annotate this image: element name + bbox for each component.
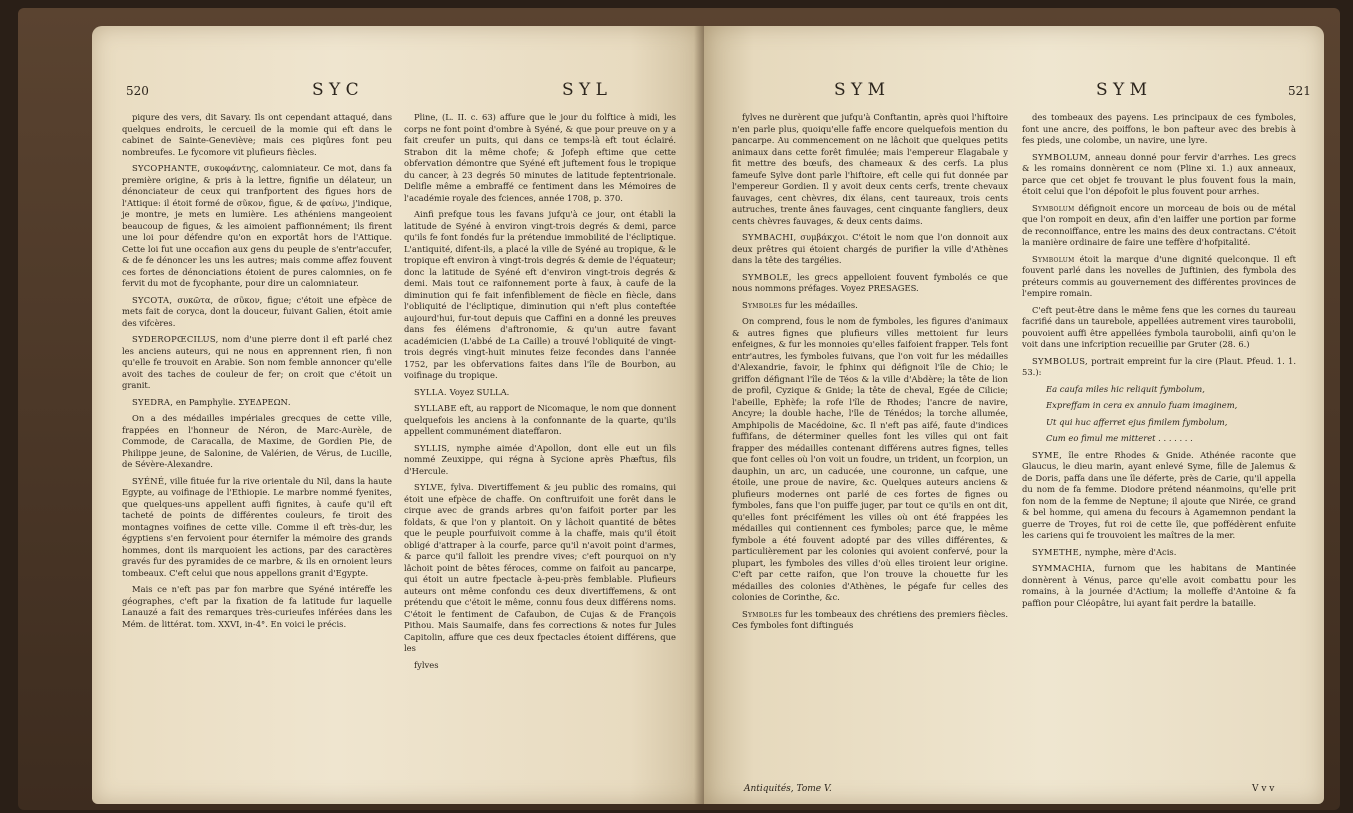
entry-text: fur les tombeaux des chrétiens des premiers fiècles. Ces fymboles font diftingués [732,608,1008,630]
dictionary-entry [404,112,676,204]
dictionary-entry [404,403,676,438]
dictionary-entry [1022,305,1296,351]
dictionary-entry [1022,152,1296,198]
dictionary-entry [1022,254,1296,300]
dictionary-entry [1022,563,1296,609]
dictionary-entry [404,660,676,672]
dictionary-entry [122,397,392,409]
dictionary-entry [404,443,676,478]
entry-text: nymphe aimée d'Apollon, dont elle eut un fils nommé Zeuxippe, qui régna à Sycione après Phæftus, fils d'Hercule. [404,442,676,476]
entry-text: défignoit encore un morceau de bois ou de métal que l'on rompoit en deux, afin d'en laiffer une portion par forme de reconnoiffance, entre les mains des deux contractans. C'étoit la manière ordinaire de faire une teffère d'hofpitalité. [1022,202,1296,247]
verse-line: Expreffam in cera ex annulo fuam imaginem, [1046,400,1238,410]
dictionary-entry [732,609,1008,632]
entry-headword: SYMBOLE, [742,271,792,282]
right-header-right: S Y M [1096,80,1148,100]
right-column-2 [1022,112,1296,614]
entry-text: On comprend, fous le nom de fymboles, les figures d'animaux & autres fignes que plufieurs villes mettoient fur leurs enfeignes, & fur les monnoies qu'elles faifoient frapper. Tels font entr'autres, les fymboles fuivans, que l'on voit fur les médailles d'Alexandrie, favoir, le fphinx qui défignoit l'île de Chio; le griffon défignant l'île de Téos & la ville d'Abdère; la tête de lion de profil, Cyzique & Gnide; la tête de cheval, Egée de Cilicie; l'abeille, Ephèfe; la rofe l'île de Rhodes; l'ancre de navire, Ancyre; la double hache, l'île de Ténédos; la torche allumée, Amphipolis de Macédoine, &c. Il n'eft pas aifé, faute d'indices fuffifans, de déterminer quelles font les villes qui ont fait frapper des médailles contenant différens autres fignes, telles que font celles où l'on voit un foudre, un trident, un fcorpion, un dauphin, un arc, un caducée, une couronne, un cafque, une étoile, une proue de navire, &c. Quelques auteurs anciens & plufieurs modernes ont parlé de ces fortes de fignes ou fymboles, fans que l'on puiffe juger, par tout ce qu'ils en ont dit, qu'elles font précifément les villes où ont été frappées les médailles qui contiennent ces fymboles; parce que, le même fymbole a été fouvent adopté par des villes différentes, & particulièrement par les colonies qui avoient confervé, pour la plupart, les fymboles des villes d'où elles tiroient leur origine. C'eft par cette raifon, que l'on trouve la chouette fur les médailles des colonies d'Athènes, le pégafe fur celles des colonies de Corinthe, &c. [732,316,1008,602]
right-column-1 [732,112,1008,637]
left-header-right: S Y L [562,80,607,100]
entry-headword: SYMBOLUS, [1032,355,1088,366]
entry-headword: SYCOPHANTE, [132,163,201,173]
dictionary-entry [732,272,1008,295]
dictionary-entry [122,476,392,580]
dictionary-entry [404,482,676,655]
entry-text: nymphe, mère d'Acis. [1082,546,1177,557]
entry-text: piqure des vers, dit Savary. Ils ont cependant attaqué, dans quelques endroits, le cercueil de la momie qui eft dans le cabinet de Sainte-Geneviève; mais ces piqûres font peu nombreufes. Le fycomore vit plufieurs fiècles. [122,112,392,157]
dictionary-entry [404,387,676,399]
verse-line: Ea caufa miles hic reliquit fymbolum, [1046,383,1205,394]
entry-headword: Symbolum [1032,202,1075,213]
left-header-left: S Y C [312,80,359,100]
entry-text: fur les médailles. [782,299,858,310]
dictionary-entry [122,295,392,330]
entry-text: Voyez SULLA. [446,386,510,397]
entry-headword: SYEDRA, [132,396,174,407]
entry-text: nom d'une pierre dont il eft parlé chez les anciens auteurs, qui ne nous en apprennent rien, fi non qu'elle fe trouvoit en Arabie. Son nom femble annoncer qu'elle avoit des taches de couleur de fer; on croit que c'étoit un granit. [122,334,392,390]
left-column-2 [404,112,676,676]
dictionary-entry [1022,112,1296,147]
entry-text: On a des médailles impériales grecques de cette ville, frappées en l'honneur de Néron, de Marc-Aurèle, de Commode, de Caracalla, de Maxime, de Gordien Pie, de Philippe jeune, de Salonine, de Valérien, de Vérus, de Lucille, de Sévère-Alexandre. [122,413,392,469]
entry-headword: SYÉNÉ, [132,475,168,486]
left-column-1 [122,112,392,635]
dictionary-entry [1022,547,1296,559]
dictionary-entry [732,112,1008,227]
entry-headword: SYLLIS, [414,442,450,453]
left-page-number: 520 [126,84,149,98]
verse-line: Cum eo fimul me mitteret . . . . . . . [1046,433,1193,443]
entry-text: συκοφάντης, calomniateur. Ce mot, dans fa première origine, & pris à la lettre, fignifie un délateur, un dénonciateur de ceux qui tranfportent des figues hors de l'Attique: il étoit formé de σῦκον, figue, & de φαίνω, j'indique, je montre, je mets en lumière. Les athéniens mangeoient beaucoup de figues, & les aimoient paffionnément; ils firent une loi pour défendre qu'on en exportât hors de l'Attique. Cette loi fut une occafion aux gens du peuple de s'entr'accufer, & de fe dénoncer les uns les autres; mais comme affez fouvent ces fortes de dénonciations étoient de pures calomnies, on fe fervit du mot de fycophante, pour dire un calomniateur. [122,163,392,288]
entry-headword: Symboles [742,608,783,619]
signature-right: V v v [1252,784,1275,794]
dictionary-entry [732,316,1008,604]
entry-text: en Pamphylie. ΣΥΕΔΡΕΩΝ. [173,396,291,407]
dictionary-entry [122,584,392,630]
entry-text: fylves [414,659,439,670]
dictionary-entry [122,163,392,290]
entry-text: portrait empreint fur la cire (Plaut. Pfeud. 1. 1. 53.): [1022,355,1296,377]
right-page [704,26,1324,804]
entry-text: eft, au rapport de Nicomaque, le nom que donnent quelquefois les anciens à la confonnante de la quarte, qu'ils appellent communément diateffaron. [404,403,676,436]
entry-text: ville fituée fur la rive orientale du Nil, dans la haute Egypte, au voifinage de l'Ethiopie. Le marbre nommé fyenites, que quelques-uns appellent auffi fignites, à caufe qu'il eft tacheté de points de différentes couleurs, fe tiroit des montagnes voifines de cette ville. Comme il eft très-dur, les égyptiens s'en fervoient pour éternifer la mémoire des grands hommes, dont ils marquoient les actions, par des caractères gravés fur des pyramides de ce marbre, & ils en ornoient leurs tombeaux. C'eft celui que nous appellons granit d'Egypte. [122,475,392,578]
entry-text: Pline, (L. II. c. 63) affure que le jour du folftice à midi, les corps ne font point d'ombre à Syéné, & que pour preuve on y a fait creufer un puits, qui dans ce temps-là eft tout éclairé. Strabon dit la même chofe; & Jofeph eftime que cette obfervation démontre que Syéné eft juftement fous le tropique du cancer, à 23 degrés 50 minutes de latitude feptentrionale. Delifle même a embraffé ce fentiment dans les Mémoires de l'académie royale des fciences, année 1708, p. 370. [404,112,676,203]
entry-text: les grecs appelloient fouvent fymbolés ce que nous nommons préfages. Voyez PRESAGES. [732,271,1008,293]
verse-line: Ut qui huc afferret ejus fimilem fymbolum, [1046,416,1228,427]
entry-headword: Symboles [742,299,783,310]
entry-text: des tombeaux des payens. Les principaux de ces fymboles, font une ancre, des poiffons, le bon pafteur avec des brebis à fes pieds, une colombe, un navire, une lyre. [1022,112,1296,145]
entry-headword: SYMETHE, [1032,546,1083,557]
entry-headword: SYLLA. [414,386,447,397]
open-book [18,8,1340,810]
dictionary-entry [122,334,392,392]
dictionary-entry [1022,203,1296,249]
entry-headword: SYMMACHIA, [1032,563,1096,573]
entry-text: anneau donné pour fervir d'arrhes. Les grecs & les romains donnèrent ce nom (Pline xi. 1.) aux anneaux, parce que cet objet fe trouvant le plus fouvent fous la main, étoit celui que l'on dépofoit le plus fouvent pour arrhes. [1022,151,1296,196]
entry-headword: SYLVE, [414,482,447,492]
entry-text: fylva. Divertiffement & jeu public des romains, qui étoit une efpèce de chaffe. On conftruifoit une forêt dans le cirque avec de grands arbres qu'on faifoit porter par les foldats, & que l'on y plantoit. On y lâchoit quantité de bêtes que le peuple pourfuivoit comme à la chaffe, mais qu'il étoit obligé d'attraper à la courfe, parce qu'il n'avoit point d'armes, & parce qu'il falloit les prendre vives; c'eft pourquoi on n'y lâchoit point de bêtes féroces, comme on faifoit au pancarpe, qui étoit un autre fpectacle à-peu-près femblable. Plufieurs auteurs ont même confondu ces deux divertiffemens, & ont prétendu que c'étoit le même, connu fous deux différens noms. C'étoit le fentiment de Cafaubon, de Cujas & de François Pithou. Mais Saumaife, dans fes corrections & notes fur Jules Capitolin, affure que ces deux fpectacles étoient différens, que les [404,482,676,653]
entry-text: Ainfi prefque tous les favans jufqu'à ce jour, ont établi la latitude de Syéné à environ vingt-trois degrés & demi, parce qu'ils fe font fondés fur la prétendue immobilité de l'écliptique. L'antiquité, difent-ils, a placé la ville de Syéné au tropique, & le tropique eft environ à vingt-trois degrés & demie de l'équateur; donc la latitude de Syéné eft d'environ vingt-trois degrés & demi. Mais tout ce raifonnement porte à faux, à caufe de la diminution qui fe fait infenfiblement de fiècle en fiècle, dans l'obliquité de l'écliptique, diminution qui n'eft plus conteftée aujourd'hui, fur-tout depuis que Caffini en a donné les preuves dans fes élémens d'aftronomie, & qu'un autre favant académicien (L'abbé de La Caille) a trouvé l'obliquité de vingt-trois degrés vingt-huit minutes feize fecondes dans l'année 1752, par les obfervations faites dans l'île de Bourbon, au voifinage du tropique. [404,209,676,380]
dictionary-entry [404,209,676,382]
dictionary-entry [122,413,392,471]
entry-text: furnom que les habitans de Mantinée donnèrent à Vénus, parce qu'elle avoit combattu pour les romains, à la journée d'Actium; la molleffe d'Antoine & fa paffion pour Cléopâtre, lui ayant fait perdre la bataille. [1022,563,1296,608]
entry-headword: SYDEROPŒCILUS, [132,334,219,344]
entry-headword: SYME, [1032,449,1063,460]
dictionary-entry [732,300,1008,312]
right-page-number: 521 [1288,84,1311,98]
right-header-left: S Y M [834,80,886,100]
dictionary-entry [1022,356,1296,379]
dictionary-entry [732,232,1008,267]
entry-text: C'eft peut-être dans le même fens que les cornes du taureau facrifié dans un taurebole, appellées autrement vires taurobolii, pouvoient auffi être appellées fymbola taurobolii, ainfi qu'on le voit dans une infcription recueillie par Gruter (28. 6.) [1022,304,1296,349]
entry-text: île entre Rhodes & Gnide. Athénée raconte que Glaucus, le dieu marin, ayant enlevé Syme, fille de Jalemus & de Doris, paffa dans une île déferte, près de Carie, qu'il appella du nom de fa femme. Diodore prétend néanmoins, qu'elle prit fon nom de la femme de Neptune; il ajoute que Nirée, ce grand & bel homme, qui amena du fecours à Agamemnon pendant la guerre de Troyes, fut roi de cette île, que poffédèrent enfuite les cariens qui fe trouvoient les maîtres de la mer. [1022,449,1296,540]
entry-headword: Symbolum [1032,253,1075,264]
left-page [92,26,704,804]
entry-headword: SYMBACHI, [742,232,797,242]
dictionary-entry [1022,450,1296,542]
entry-headword: SYCOTA, [132,294,173,305]
entry-text: fylves ne durèrent que jufqu'à Conftantin, après quoi l'hiftoire n'en parle plus, quoiqu'elle faffe encore quelquefois mention du pancarpe. Au commencement on ne lâchoit que quelques petits animaux dans cette forêt fimulée; mais l'empereur Elagabale y fit mettre des bœufs, des chameaux & des cerfs. La plus fameufe Sylve dont parle l'hiftoire, eft celle qui fut donnée par l'empereur Gordien. Il y avoit deux cents cerfs, trente chevaux fauvages, cent chèvres, dix élans, cent taureaux, trois cents autruches, trente ânes fauvages, cent cinquante fangliers, deux cents chèvres fauvages, & deux cents daims. [732,112,1008,226]
entry-headword: SYMBOLUM, [1032,151,1092,162]
entry-text: Mais ce n'eft pas par fon marbre que Syéné intéreffe les géographes, c'eft par la fixation de fa latitude fur laquelle Lanauzé a fait des remarques très-curieufes inférées dans les Mém. de littérat. tom. XXVI, in-4°. En voici le précis. [122,584,392,629]
entry-text: étoit la marque d'une dignité quelconque. Il eft fouvent parlé dans les novelles de Juftinien, des fymbola des préteurs commis au gouvernement des différentes provinces de l'empire romain. [1022,253,1296,298]
dictionary-entry [122,112,392,158]
signature-left: Antiquités, Tome V. [744,784,832,794]
entry-headword: SYLLABE [414,403,457,413]
entry-text: συκῶτα, de σῦκον, figue; c'étoit une efpèce de mets fait de coryca, dont la douceur, fuivant Galien, étoit amie des vifcères. [122,294,392,328]
entry-text: συμβάκχοι. C'étoit le nom que l'on donnoit aux deux prêtres qui étoient chargés de purifier la ville d'Athènes dans la tête des targélies. [732,232,1008,265]
